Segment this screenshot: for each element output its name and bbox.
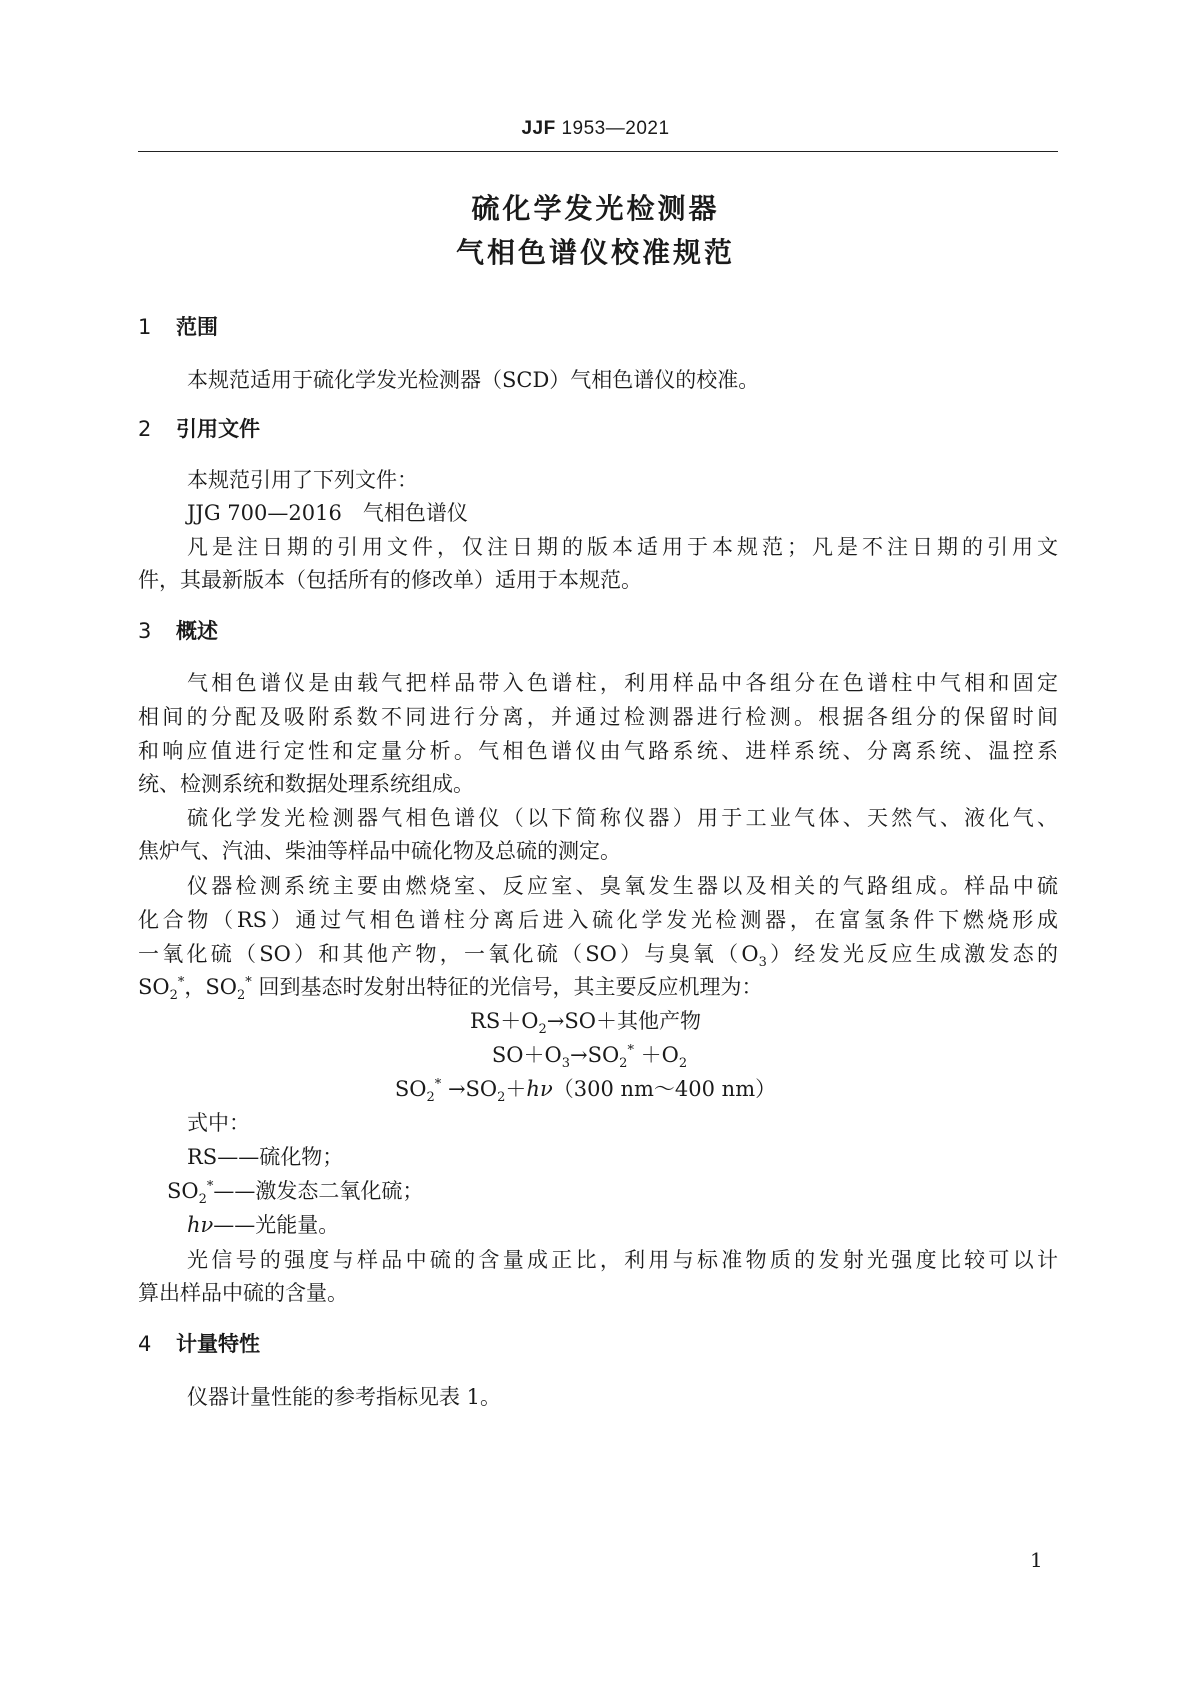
para1-line: 统、检测系统和数据处理系统组成。 xyxy=(138,772,474,796)
code-prefix: JJF xyxy=(521,118,556,139)
section-4-heading xyxy=(138,1328,260,1358)
section-2-reference: JJG 700—2016 气相色谱仪 xyxy=(187,501,468,525)
where-label: 式中： xyxy=(187,1111,250,1135)
section-title: 引用文件 xyxy=(176,417,260,441)
para1-line: 和响应值进行定性和定量分析。气相色谱仪由气路系统、进样系统、分离系统、温控系 xyxy=(138,739,1058,763)
definition-so2: $SO_2^*——$激发态二氧化硫； xyxy=(167,1179,424,1208)
section-title: 范围 xyxy=(176,315,218,339)
para4-line: 光信号的强度与样品中硫的含量成正比，利用与标准物质的发射光强度比较可以计 xyxy=(187,1248,1058,1272)
definition-hv: hν——光能量。 xyxy=(187,1213,340,1237)
section-number: 2 xyxy=(138,417,152,441)
para4-line: 算出样品中硫的含量。 xyxy=(138,1281,348,1305)
definition-rs: RS——硫化物； xyxy=(187,1145,344,1169)
para3-line: 化合物（RS）通过气相色谱柱分离后进入硫化学发光检测器，在富氢条件下燃烧形成 xyxy=(138,908,1058,932)
section-1-heading xyxy=(138,311,218,341)
equation-2: $SO+O_3\to SO_2^* +O_2$ xyxy=(491,1043,688,1072)
para3-line: 仪器检测系统主要由燃烧室、反应室、臭氧发生器以及相关的气路组成。样品中硫 xyxy=(187,874,1058,898)
equation-3: $SO_2^* \to SO_2+h\nu(300$ nm～400 nm） xyxy=(394,1077,777,1106)
page-number: 1 xyxy=(1030,1548,1043,1572)
section-2-line: 本规范引用了下列文件： xyxy=(187,468,418,492)
para2-line: 焦炉气、汽油、柴油等样品中硫化物及总硫的测定。 xyxy=(138,839,621,863)
section-3-heading xyxy=(138,615,218,645)
section-2-heading xyxy=(138,413,260,443)
section-title: 概述 xyxy=(176,619,218,643)
title-line-2: 气相色谱仪校准规范 xyxy=(455,236,735,269)
standard-code xyxy=(0,118,1191,140)
section-title: 计量特性 xyxy=(176,1332,260,1356)
section-2-line: 件，其最新版本（包括所有的修改单）适用于本规范。 xyxy=(138,568,642,592)
section-2-line: 凡是注日期的引用文件，仅注日期的版本适用于本规范；凡是不注日期的引用文 xyxy=(187,535,1058,559)
section-number: 1 xyxy=(138,315,152,339)
section-number: 4 xyxy=(138,1332,152,1356)
section-number: 3 xyxy=(138,619,152,643)
para3-line: $SO_2^*$，$SO_2^*$ 回到基态时发射出特征的光信号，其主要反应机理为： xyxy=(138,975,763,1004)
code-number: 1953—2021 xyxy=(561,118,670,139)
para3-line: 一氧化硫（SO）和其他产物，一氧化硫（SO）与臭氧$(O_3)$经发光反应生成激发态的 xyxy=(138,942,1059,971)
para1-line: 相间的分配及吸附系数不同进行分离，并通过检测器进行检测。根据各组分的保留时间 xyxy=(138,705,1058,729)
para2-line: 硫化学发光检测器气相色谱仪（以下简称仪器）用于工业气体、天然气、液化气、 xyxy=(187,806,1058,830)
section-1-text: 本规范适用于硫化学发光检测器（SCD）气相色谱仪的校准。 xyxy=(187,368,760,392)
title-line-1: 硫化学发光检测器 xyxy=(471,192,720,225)
header-rule xyxy=(138,151,1058,152)
section-4-text: 仪器计量性能的参考指标见表 1。 xyxy=(187,1385,502,1409)
equation-1: $RS+O_2\to SO+$其他产物 xyxy=(470,1009,701,1038)
para1-line: 气相色谱仪是由载气把样品带入色谱柱，利用样品中各组分在色谱柱中气相和固定 xyxy=(187,671,1058,695)
